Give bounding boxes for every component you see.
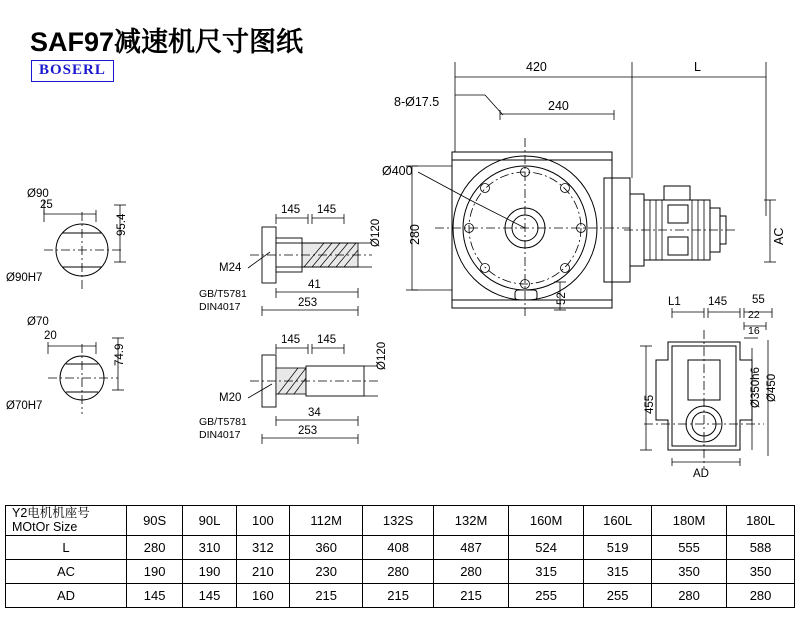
table-row-label: AC: [6, 559, 127, 583]
table-cell: 487: [434, 535, 509, 559]
note-din-1: DIN4017: [199, 301, 241, 313]
table-cell: 215: [290, 583, 363, 607]
table-cell: 280: [727, 583, 795, 607]
table-cell: 524: [509, 535, 584, 559]
table-cell: 315: [509, 559, 584, 583]
table-cell: 160: [236, 583, 289, 607]
dim-d400: Ø400: [382, 164, 413, 178]
dim-left-20: 20: [44, 330, 57, 342]
table-column-header: 180L: [727, 506, 795, 536]
dim-left-d90h7: Ø90H7: [6, 272, 43, 284]
table-row: [6, 535, 795, 559]
table-column-header: 90L: [183, 506, 236, 536]
table-cell: 315: [584, 559, 652, 583]
table-cell: 215: [363, 583, 434, 607]
table-row: [6, 559, 795, 583]
dim-mid-34: 34: [308, 407, 321, 419]
dim-m24: M24: [219, 262, 242, 274]
table-cell: 215: [434, 583, 509, 607]
table-cell: 210: [236, 559, 289, 583]
dim-mid-253-b: 253: [298, 425, 318, 437]
table-column-header: 90S: [127, 506, 183, 536]
table-cell: 408: [363, 535, 434, 559]
table-row-label: AD: [6, 583, 127, 607]
dim-left-d90: Ø90: [27, 188, 49, 200]
dim-mid2-145-b: 145: [317, 334, 337, 346]
dim-AD: AD: [693, 468, 709, 480]
table-row-label: L: [6, 535, 127, 559]
dim-br-145: 145: [708, 296, 728, 308]
corner-line-1: Y2电机机座号: [12, 506, 90, 520]
table-column-header: 180M: [652, 506, 727, 536]
brand-logo: BOSERL: [31, 60, 114, 82]
table-cell: 588: [727, 535, 795, 559]
dim-left-74-9: 74.9: [114, 343, 126, 366]
dim-mid-145-a: 145: [281, 204, 301, 216]
corner-line-2: MOtOr Size: [12, 520, 78, 535]
dim-420: 420: [526, 60, 547, 74]
table-cell: 190: [183, 559, 236, 583]
dim-mid-d120-a: Ø120: [370, 218, 382, 247]
note-gb-2: GB/T5781: [199, 416, 247, 428]
table-cell: 145: [127, 583, 183, 607]
table-cell: 280: [434, 559, 509, 583]
table-cell: 350: [652, 559, 727, 583]
table-header-row: [6, 506, 795, 536]
dim-mid2-145-a: 145: [281, 334, 301, 346]
table-cell: 145: [183, 583, 236, 607]
dim-240: 240: [548, 99, 569, 113]
table-cell: 190: [127, 559, 183, 583]
table-cell: 280: [652, 583, 727, 607]
dim-br-55: 55: [752, 294, 765, 306]
dim-d350: Ø350h6: [750, 367, 762, 408]
dim-left-95-4: 95.4: [116, 213, 128, 236]
dim-left-25: 25: [40, 199, 53, 211]
dim-mid-d120-b: Ø120: [376, 341, 388, 370]
table-cell: 255: [584, 583, 652, 607]
table-column-header: 112M: [290, 506, 363, 536]
table-corner-cell: [6, 506, 127, 536]
table-column-header: 132M: [434, 506, 509, 536]
motor-size-table: [5, 505, 795, 608]
table-cell: 312: [236, 535, 289, 559]
table-column-header: 132S: [363, 506, 434, 536]
table-cell: 360: [290, 535, 363, 559]
dim-br-22: 22: [748, 309, 760, 321]
table-cell: 230: [290, 559, 363, 583]
page-title: SAF97减速机尺寸图纸: [30, 27, 304, 57]
dim-br-16: 16: [748, 325, 760, 337]
dim-m20: M20: [219, 392, 242, 404]
dim-left-d70: Ø70: [27, 316, 49, 328]
table-cell: 255: [509, 583, 584, 607]
dim-mid-253-a: 253: [298, 297, 318, 309]
dim-280: 280: [408, 224, 422, 245]
dim-bolt-note: 8-Ø17.5: [394, 95, 440, 109]
note-din-2: DIN4017: [199, 429, 241, 441]
dim-L1: L1: [668, 296, 681, 308]
main-assembly-view: [406, 62, 776, 316]
dim-L: L: [694, 60, 701, 74]
table-cell: 555: [652, 535, 727, 559]
table-cell: 350: [727, 559, 795, 583]
table-column-header: 100: [236, 506, 289, 536]
left-shaft-70: [48, 338, 124, 414]
dim-AC: AC: [772, 227, 786, 245]
dim-d450: Ø450: [766, 373, 778, 402]
table-column-header: 160L: [584, 506, 652, 536]
note-gb-1: GB/T5781: [199, 288, 247, 300]
table-column-header: 160M: [509, 506, 584, 536]
dim-455: 455: [644, 394, 656, 414]
dim-mid-41: 41: [308, 279, 321, 291]
table-cell: 280: [363, 559, 434, 583]
dim-left-d70h7: Ø70H7: [6, 400, 43, 412]
table-cell: 519: [584, 535, 652, 559]
table-cell: 280: [127, 535, 183, 559]
table-cell: 310: [183, 535, 236, 559]
dim-mid-145-b: 145: [317, 204, 337, 216]
dim-52: 52: [556, 292, 568, 305]
table-row: [6, 583, 795, 607]
left-shaft-90: [44, 200, 126, 290]
